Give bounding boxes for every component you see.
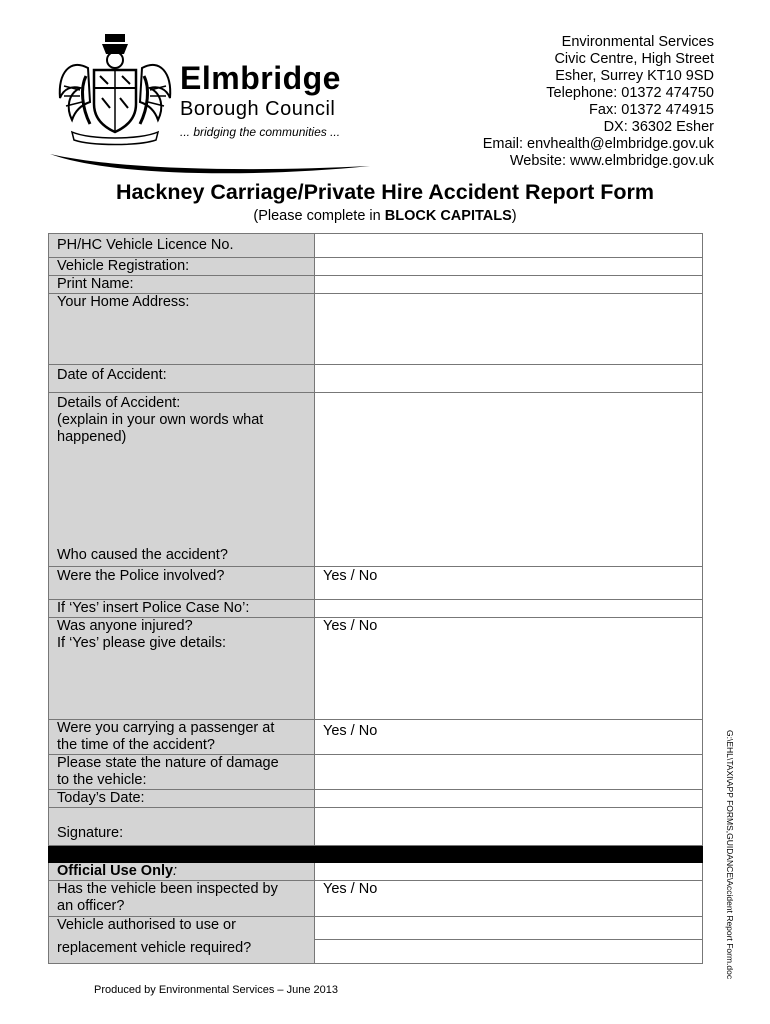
vehicle-registration-field[interactable] [315, 258, 703, 276]
address-line: Environmental Services [561, 34, 714, 50]
home-address-field[interactable] [315, 294, 703, 365]
authorised-label-cont [49, 940, 315, 964]
police-case-field[interactable] [315, 600, 703, 618]
details-text-2: (explain in your own words what [57, 412, 264, 428]
todays-date-label [49, 790, 315, 808]
address-line: DX: 36302 Esher [603, 119, 714, 135]
damage-text-2: to the vehicle: [57, 772, 147, 788]
anyone-injured-label [49, 618, 315, 720]
council-subname: Borough Council [180, 98, 336, 120]
address-block [483, 34, 714, 170]
passenger-text-2: the time of the accident? [57, 737, 215, 753]
inspected-text-1: Has the vehicle been inspected by [57, 881, 278, 897]
damage-label [49, 755, 315, 790]
police-involved-text: Were the Police involved? [57, 568, 225, 584]
authorised-text-2: replacement vehicle required? [57, 939, 252, 956]
inspected-yes-no: Yes / No [323, 881, 378, 897]
address-line: Fax: 01372 474915 [589, 102, 714, 118]
black-divider-right [315, 846, 703, 863]
inspected-field[interactable] [315, 881, 703, 917]
todays-date-text: Today’s Date: [57, 790, 145, 806]
passenger-field[interactable] [315, 720, 703, 755]
passenger-label [49, 720, 315, 755]
print-name-field[interactable] [315, 276, 703, 294]
licence-no-field[interactable] [315, 234, 703, 258]
details-text-1: Details of Accident: [57, 395, 181, 411]
subtitle-prefix: (Please complete in [253, 208, 385, 224]
injured-details-text: If ‘Yes’ please give details: [57, 635, 227, 651]
details-field[interactable] [315, 393, 703, 567]
damage-text-1: Please state the nature of damage [57, 755, 279, 771]
official-use-heading [57, 863, 314, 880]
details-label [49, 393, 315, 567]
subtitle-bold: BLOCK CAPITALS [384, 208, 512, 224]
print-name-label [49, 276, 315, 294]
address-line: Telephone: 01372 474750 [546, 85, 714, 101]
anyone-injured-field[interactable] [315, 618, 703, 720]
council-logo [50, 28, 380, 168]
address-line: Esher, Surrey KT10 9SD [555, 68, 714, 84]
address-line: Civic Centre, High Street [554, 51, 714, 67]
who-caused-text: Who caused the accident? [57, 547, 228, 563]
black-divider-left [49, 846, 315, 863]
council-tagline: ... bridging the communities ... [180, 125, 341, 139]
police-involved-label [49, 567, 315, 600]
form-subtitle [0, 208, 770, 224]
anyone-injured-text: Was anyone injured? [57, 618, 193, 634]
inspected-text-2: an officer? [57, 898, 125, 914]
authorised-field[interactable] [315, 917, 703, 940]
authorised-text-1: Vehicle authorised to use or [57, 917, 236, 933]
home-address-label [49, 294, 315, 365]
signature-text: Signature: [57, 825, 124, 841]
passenger-yes-no: Yes / No [323, 723, 378, 739]
accident-report-table [48, 233, 703, 964]
police-case-text: If ‘Yes’ insert Police Case No’: [57, 600, 250, 616]
council-name: Elmbridge [180, 60, 341, 96]
official-use-label [49, 863, 315, 881]
authorised-label [49, 917, 315, 940]
police-involved-field[interactable] [315, 567, 703, 600]
footer-text: Produced by Environmental Services – June 2013 [94, 984, 338, 996]
swoosh-decoration [50, 136, 380, 176]
address-line: Email: envhealth@elmbridge.gov.uk [482, 136, 714, 152]
authorised-field-2[interactable] [315, 940, 703, 964]
damage-field[interactable] [315, 755, 703, 790]
official-use-field [315, 863, 703, 881]
details-text-3: happened) [57, 429, 127, 445]
licence-no-label [49, 234, 315, 258]
print-name-text: Print Name: [57, 276, 134, 292]
licence-no-text: PH/HC Vehicle Licence No. [57, 237, 234, 253]
vehicle-registration-label [49, 258, 315, 276]
file-path-text: G:\EHL\TAXI\APP FORMS,GUIDANCE\Accident Report Form.doc [725, 730, 735, 980]
date-of-accident-field[interactable] [315, 365, 703, 393]
coat-of-arms-icon [50, 28, 180, 148]
official-use-colon: : [173, 863, 178, 879]
police-yes-no: Yes / No [323, 568, 378, 584]
signature-label [49, 808, 315, 846]
police-case-label [49, 600, 315, 618]
injured-yes-no: Yes / No [323, 618, 378, 634]
date-of-accident-text: Date of Accident: [57, 367, 167, 383]
todays-date-field[interactable] [315, 790, 703, 808]
inspected-label [49, 881, 315, 917]
passenger-text-1: Were you carrying a passenger at [57, 720, 275, 736]
address-line: Website: www.elmbridge.gov.uk [509, 153, 714, 169]
official-use-text: Official Use Only [57, 863, 174, 879]
date-of-accident-label [49, 365, 315, 393]
home-address-text: Your Home Address: [57, 294, 190, 310]
form-title: Hackney Carriage/Private Hire Accident Report Form [115, 180, 655, 204]
signature-field[interactable] [315, 808, 703, 846]
subtitle-suffix: ) [511, 208, 517, 224]
vehicle-registration-text: Vehicle Registration: [57, 258, 190, 274]
